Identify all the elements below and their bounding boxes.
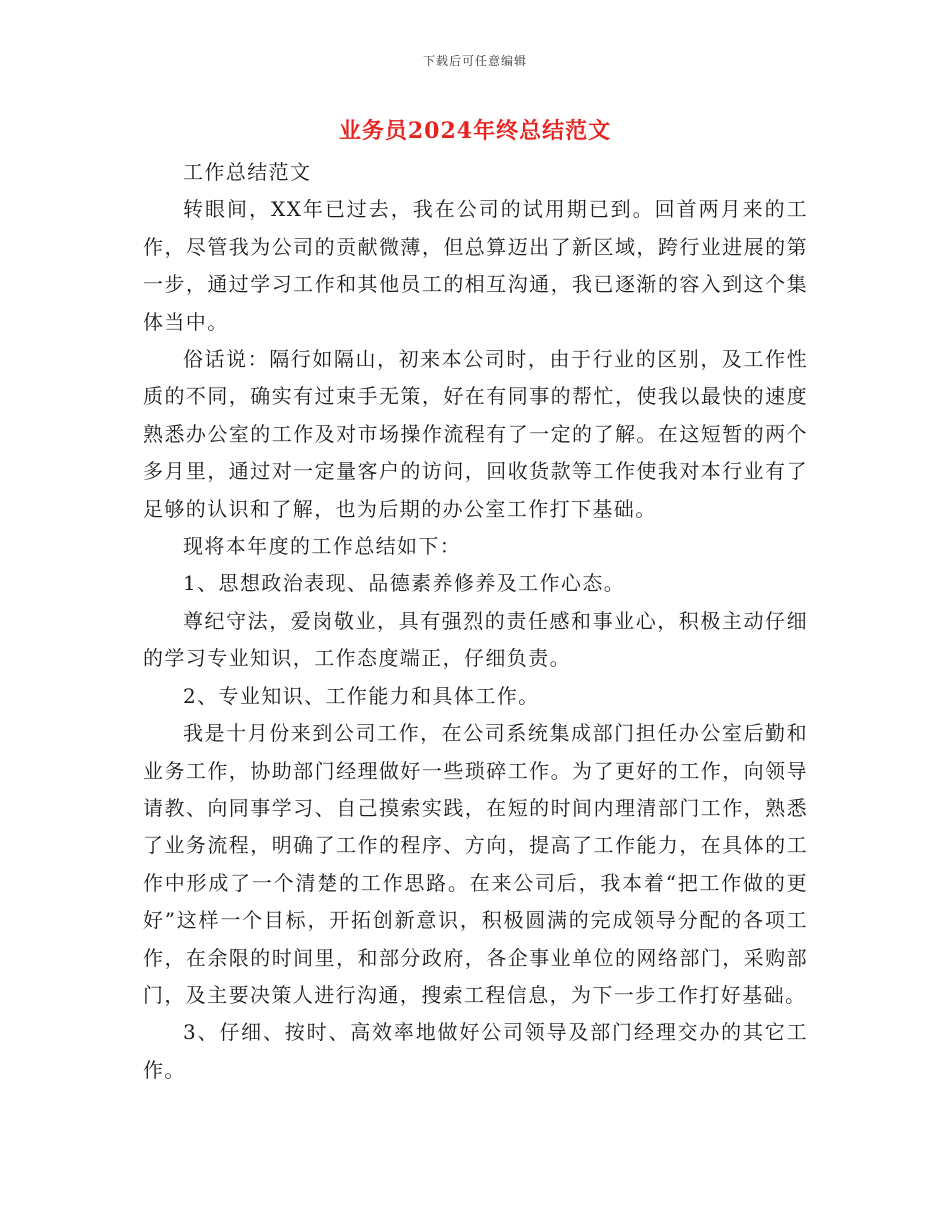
document-title: 业务员2024年终总结范文: [338, 118, 612, 144]
paragraph: 转眼间，XX年已过去，我在公司的试用期已到。回首两月来的工作，尽管我为公司的贡献微薄，但总算迈出了新区域，跨行业进展的第一步，通过学习工作和其他员工的相互沟通，我已逐渐的容入到这个集体当中。: [143, 197, 808, 334]
document-body: [143, 154, 808, 1089]
section-heading: 3、仔细、按时、高效率地做好公司领导及部门经理交办的其它工作。: [143, 1020, 808, 1082]
paragraph: 尊纪守法，爱岗敬业，具有强烈的责任感和事业心，积极主动仔细的学习专业知识，工作态度端正，仔细负责。: [143, 608, 808, 671]
section-heading: 2、专业知识、工作能力和具体工作。: [183, 683, 540, 708]
paragraph-heading: 工作总结范文: [183, 160, 312, 184]
paragraph: 现将本年度的工作总结如下：: [183, 534, 462, 559]
section-heading: 1、思想政治表现、品德素养修养及工作心态。: [183, 571, 626, 596]
paragraph: 俗话说：隔行如隔山，初来本公司时，由于行业的区别，及工作性质的不同，确实有过束手无策，好在有同事的帮忙，使我以最快的速度熟悉办公室的工作及对市场操作流程有了一定的了解。在这短暂的两个多月里，通过对一定量客户的访问，回收货款等工作使我对本行业有了足够的认识和了解，也为后期的办公室工作打下基础。: [143, 347, 808, 521]
paragraph: 我是十月份来到公司工作，在公司系统集成部门担任办公室后勤和业务工作，协助部门经理做好一些琐碎工作。为了更好的工作，向领导请教、向同事学习、自己摸索实践，在短的时间内理清部门工作，熟悉了业务流程，明确了工作的程序、方向，提高了工作能力，在具体的工作中形成了一个清楚的工作思路。在来公司后，我本着“把工作做的更好”这样一个目标，开拓创新意识，积极圆满的完成领导分配的各项工作，在余限的时间里，和部分政府，各企事业单位的网络部门，采购部门，及主要决策人进行沟通，搜索工程信息，为下一步工作打好基础。: [143, 721, 808, 1007]
header-note: 下载后可任意编辑: [422, 54, 527, 68]
